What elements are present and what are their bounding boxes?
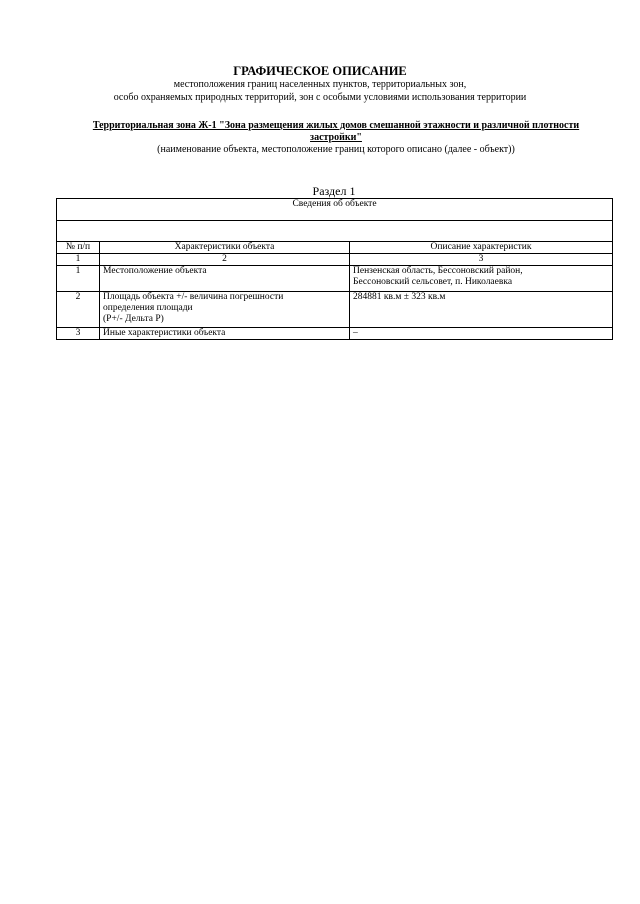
row-characteristic: Местоположение объекта	[100, 266, 350, 292]
table-empty-row	[57, 221, 613, 242]
document-subtitle-line-2: особо охраняемых природных территорий, зон с особыми условиями использования территории	[113, 91, 527, 103]
object-name-line-1: Территориальная зона Ж-1 "Зона размещения жилых домов смешанной этажности и различной плотности	[92, 120, 580, 131]
header-description: Описание характеристик	[350, 242, 613, 254]
document-subtitle-line-1: местоположения границ населенных пунктов, территориальных зон,	[173, 79, 467, 90]
table-caption-row	[57, 199, 613, 221]
object-info-table	[56, 198, 613, 340]
column-index-1: 1	[57, 254, 100, 266]
row-number: 1	[57, 266, 100, 292]
row-description: 284881 кв.м ± 323 кв.м	[350, 292, 613, 328]
table-column-index-row	[57, 254, 613, 266]
row-characteristic: Иные характеристики объекта	[100, 328, 350, 340]
table-row	[57, 266, 613, 292]
object-name-line-2: застройки"	[310, 132, 362, 143]
table-header-row	[57, 242, 613, 254]
table-caption: Сведения об объекте	[57, 199, 613, 221]
header-number: № п/п	[57, 242, 100, 254]
section-title: Раздел 1	[312, 184, 356, 198]
row-description: –	[350, 328, 613, 340]
table-row	[57, 328, 613, 340]
row-number: 3	[57, 328, 100, 340]
document-title: ГРАФИЧЕСКОЕ ОПИСАНИЕ	[233, 64, 407, 78]
column-index-3: 3	[350, 254, 613, 266]
column-index-2: 2	[100, 254, 350, 266]
document-header	[40, 64, 600, 104]
header-characteristic: Характеристики объекта	[100, 242, 350, 254]
row-description: Пензенская область, Бессоновский район, Бессоновский сельсовет, п. Николаевка	[350, 266, 613, 292]
object-block	[56, 120, 616, 156]
table-row	[57, 292, 613, 328]
table-empty-cell	[57, 221, 613, 242]
row-characteristic: Площадь объекта +/- величина погрешности определения площади (Р+/- Дельта Р)	[100, 292, 350, 328]
object-caption: (наименование объекта, местоположение границ которого описано (далее - объект))	[157, 144, 515, 155]
row-number: 2	[57, 292, 100, 328]
